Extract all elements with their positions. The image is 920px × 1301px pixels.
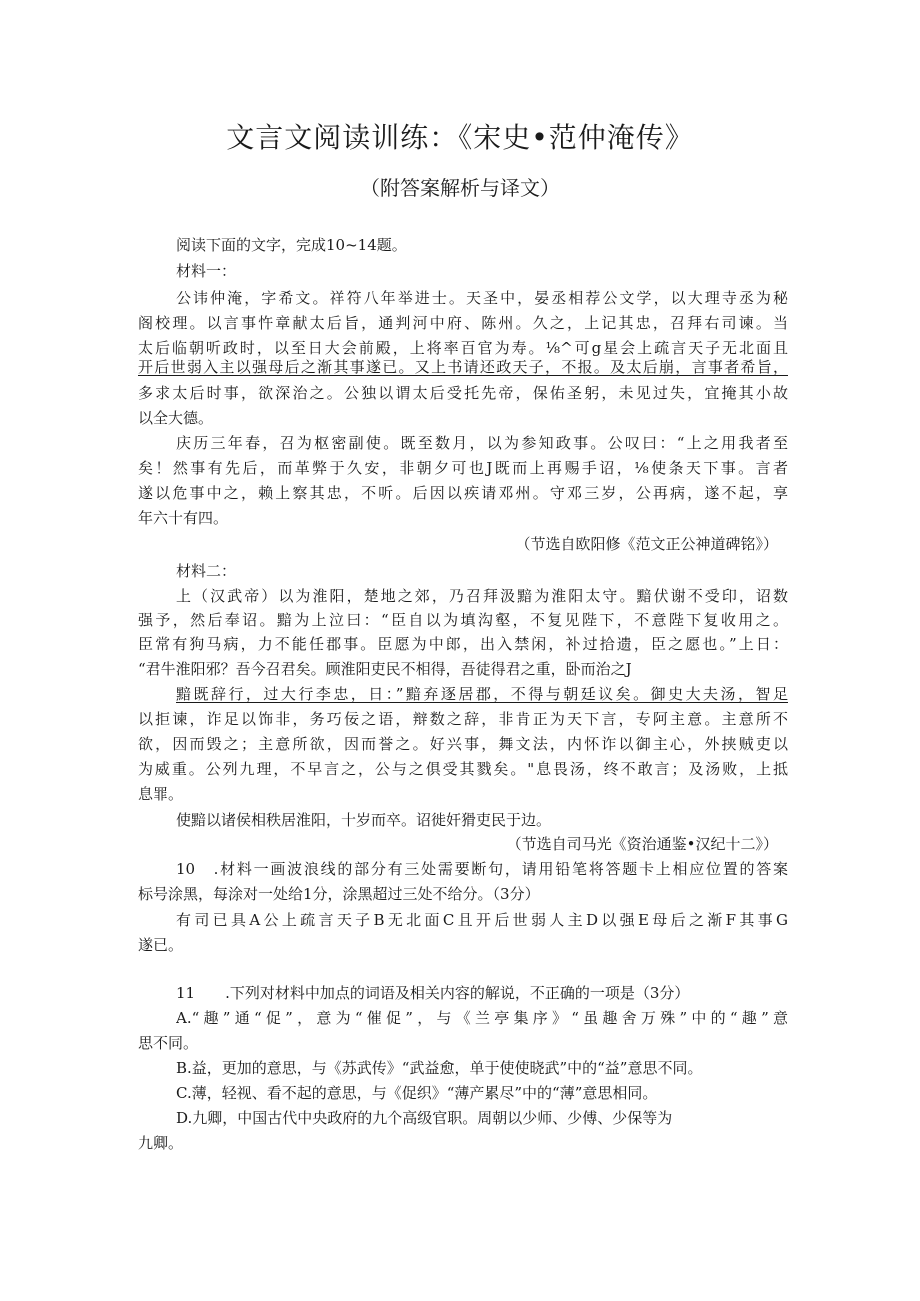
material2-line: 使黯以诸侯相秩居淮阳，十岁而卒。诏徙奸猾吏民于边。 xyxy=(176,811,552,829)
material2-line: 黯既辞行，过大行李忠，日：”黯弃逐居郡，不得与朝廷议矣。御史大夫汤，智足 xyxy=(176,685,788,703)
material1-line: 太后临朝听政时，以至日大会前殿，上将率百官为寿。⅛^可g星会上疏言天子无北面且 xyxy=(138,339,788,357)
material2-line: 强予，然后奉诏。黯为上泣曰：“臣自以为填沟壑，不复见陛下，不意陛下复收用之。 xyxy=(138,611,788,629)
question11-option: B.益，更加的意思，与《苏武传》“武益愈，单于使使晓武”中的“益”意思不同。 xyxy=(176,1059,703,1077)
question10-line: 标号涂黑，每涂对一处给1分，涂黑超过三处不给分。（3分） xyxy=(138,885,540,903)
question11-option: A.“趣”通“促”，意为“催促”，与《兰亭集序》“虽趣舍万殊”中的“趣”意 xyxy=(176,1009,788,1027)
question11-option: 九卿。 xyxy=(138,1134,184,1152)
material2-line: 息罪。 xyxy=(138,785,184,803)
material2-line: 上（汉武帝）以为淮阳，楚地之郊，乃召拜汲黯为淮阳太守。黯伏谢不受印，诏数 xyxy=(176,587,788,605)
material1-line: 矣！然事有先后，而革弊于久安，非朝夕可也J既而上再赐手诏，⅛使条天下事。言者 xyxy=(138,459,788,477)
material1-line: 遂以危事中之，赖上察其忠，不听。后因以疾请邓州。守邓三岁，公再病，遂不起，享 xyxy=(138,484,788,502)
material1-line: 阁校理。以言事忤章献太后旨，通判河中府、陈州。久之，上记其忠，召拜右司谏。当 xyxy=(138,314,788,332)
material2-label: 材料二： xyxy=(176,562,237,580)
material2-line: 欲，因而毁之；主意所欲，因而誉之。好兴事，舞文法，内怀诈以御主心，外挟贼吏以 xyxy=(138,735,788,753)
material2-line: 臣常有狗马病，力不能任郡事。臣愿为中郎，出入禁闲，补过拾遗，臣之愿也。”上日： xyxy=(138,635,788,653)
material2-line: “君牛淮阳邪？吾今召君矣。顾淮阳吏民不相得，吾徒得君之重，卧而治之J xyxy=(138,660,632,678)
material1-source: （节选自欧阳修《范文正公神道碑铭》） xyxy=(515,535,778,553)
material1-line: 多求太后时事，欲深治之。公独以谓太后受托先帝，保佑圣躬，未见过失，宜掩其小故 xyxy=(138,384,788,402)
material1-line: 庆历三年春，召为枢密副使。既至数月，以为参知政事。公叹曰：“上之用我者至 xyxy=(176,434,788,452)
material2-source: （节选自司马光《资治通鉴•汉纪十二》） xyxy=(506,835,778,853)
question11-option: 思不同。 xyxy=(138,1034,199,1052)
question11-option: D.九卿，中国古代中央政府的九个高级官职。周朝以少师、少傅、少保等为 xyxy=(176,1109,673,1127)
question10-line: 遂已。 xyxy=(138,936,184,954)
material2-line: 为威重。公列九理，不早言之，公与之俱受其戮矣。"息畏汤，终不敢言；及汤败，上抵 xyxy=(138,760,788,778)
question11-stem: 11 .下列对材料中加点的词语及相关内容的解说，不正确的一项是（3分） xyxy=(176,984,690,1002)
material2-line: 以拒谏，诈足以饰非，务巧佞之语，辩数之辞，非肯正为天下言，专阿主意。主意所不 xyxy=(138,710,788,728)
question10-line: 有司已具A公上疏言天子B无北面C且开后世弱人主D以强E母后之渐F其事G xyxy=(176,911,788,929)
question11-option: C.薄，轻视、看不起的意思，与《促织》“薄产累尽”中的“薄”意思相同。 xyxy=(176,1084,658,1102)
material1-line-wavy: 开后世弱入主以强母后之渐其事遂已。又上书请还政天子，不报。及太后崩，言事者希旨， xyxy=(138,358,788,376)
intro-text: 阅读下面的文字，完成10~14题。 xyxy=(176,236,407,254)
material1-line: 以全大德。 xyxy=(138,409,214,427)
material1-label: 材料一： xyxy=(176,262,237,280)
page-subtitle: （附答案解析与译文） xyxy=(360,176,560,200)
material1-line: 公讳仲淹，字希文。祥符八年举进士。天圣中，晏丞相荐公文学，以大理寺丞为秘 xyxy=(176,289,788,307)
material1-line: 年六十有四。 xyxy=(138,509,229,527)
page-title: 文言文阅读训练：《宋史•范仲淹传》 xyxy=(226,121,694,154)
question10-line: 10 .材料一画波浪线的部分有三处需要断句，请用铅笔将答题卡上相应位置的答案 xyxy=(176,860,788,878)
